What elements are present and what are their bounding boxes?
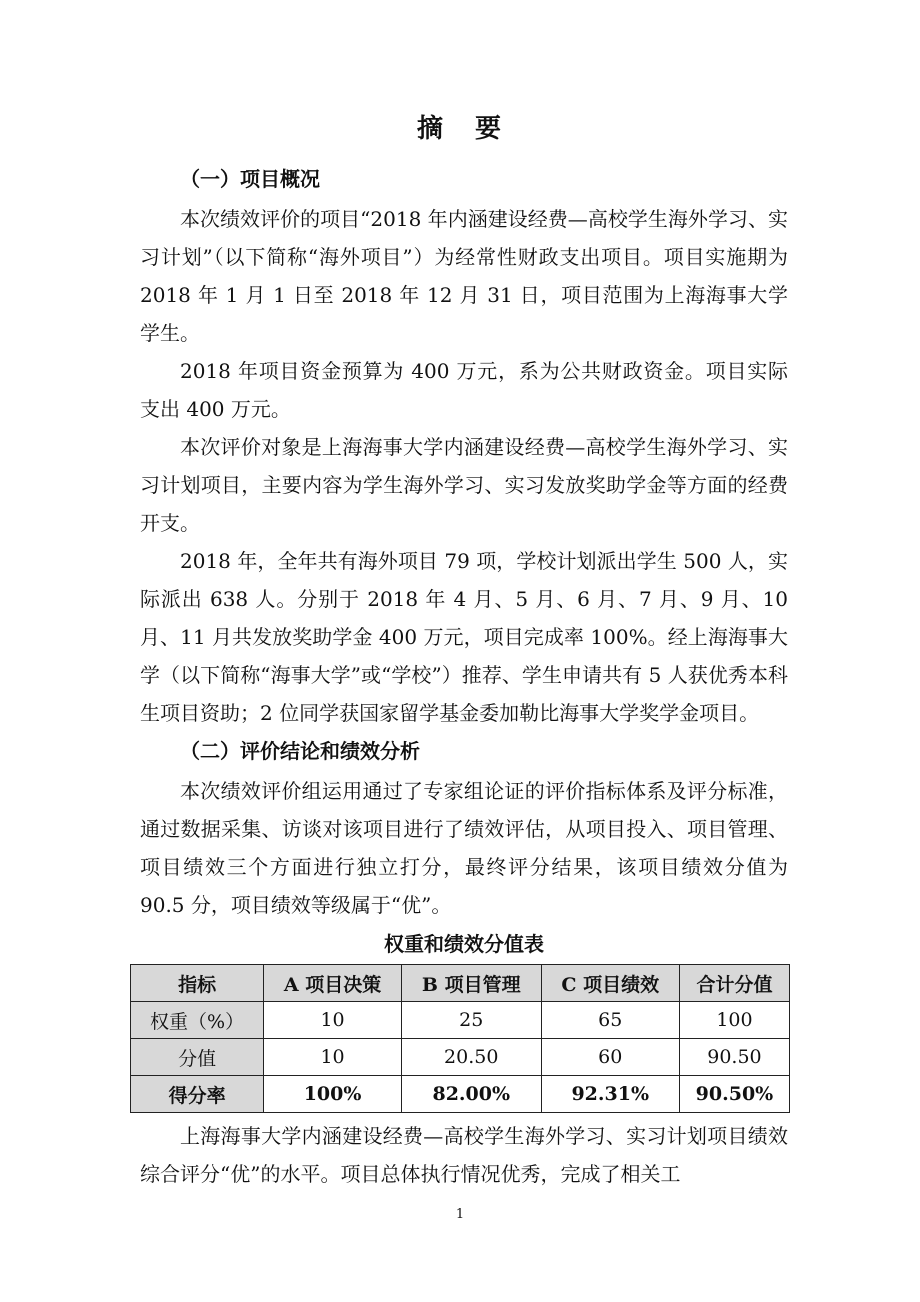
table-caption: 权重和绩效分值表 <box>384 932 544 956</box>
table-cell: 100 <box>679 1002 789 1039</box>
paragraph: 本次绩效评价的项目“2018 年内涵建设经费—高校学生海外学习、实习计划”（以下简称“海外项目”）为经常性财政支出项目。项目实施期为 2018 年 1 月 1 日至 2018 年 12 月 31 日，项目范围为上海海事大学学生。 <box>140 207 788 345</box>
table-cell: 10 <box>264 1039 402 1076</box>
paragraph: 本次绩效评价组运用通过了专家组论证的评价指标体系及评分标准，通过数据采集、访谈对该项目进行了绩效评估，从项目投入、项目管理、项目绩效三个方面进行独立打分，最终评分结果，该项目绩效分值为 90.5 分，项目绩效等级属于“优”。 <box>140 779 788 917</box>
table-cell: 60 <box>541 1039 679 1076</box>
paragraph: 2018 年项目资金预算为 400 万元，系为公共财政资金。项目实际支出 400 万元。 <box>140 359 788 421</box>
title-char-1: 摘 <box>416 114 445 144</box>
table-cell: 90.50 <box>679 1039 789 1076</box>
table-header-row <box>131 965 790 1002</box>
section-heading-conclusion: （二）评价结论和绩效分析 <box>180 739 420 763</box>
table-cell: 20.50 <box>401 1039 541 1076</box>
score-table <box>130 964 790 1113</box>
table-cell: 25 <box>401 1002 541 1039</box>
table-cell: 10 <box>264 1002 402 1039</box>
table-row <box>131 1039 790 1076</box>
table-header-cell: A 项目决策 <box>264 965 402 1002</box>
table-header-cell: B 项目管理 <box>401 965 541 1002</box>
table-cell: 100% <box>264 1076 402 1113</box>
document-body <box>140 160 788 1193</box>
table-cell: 90.50% <box>679 1076 789 1113</box>
table-cell: 65 <box>541 1002 679 1039</box>
section-heading-overview: （一）项目概况 <box>180 167 320 191</box>
table-header-cell: 合计分值 <box>679 965 789 1002</box>
page-number: 1 <box>455 1207 465 1222</box>
table-row <box>131 1002 790 1039</box>
paragraph: 上海海事大学内涵建设经费—高校学生海外学习、实习计划项目绩效综合评分“优”的水平。项目总体执行情况优秀，完成了相关工 <box>140 1124 788 1186</box>
page-title <box>0 108 920 145</box>
table-row <box>131 1076 790 1113</box>
table-header-cell: 指标 <box>131 965 264 1002</box>
table-row-label: 分值 <box>131 1039 264 1076</box>
table-header-cell: C 项目绩效 <box>541 965 679 1002</box>
table-cell: 92.31% <box>541 1076 679 1113</box>
table-row-label: 得分率 <box>131 1076 264 1113</box>
table-row-label: 权重（%） <box>131 1002 264 1039</box>
table-cell: 82.00% <box>401 1076 541 1113</box>
paragraph: 本次评价对象是上海海事大学内涵建设经费—高校学生海外学习、实习计划项目，主要内容为学生海外学习、实习发放奖助学金等方面的经费开支。 <box>140 435 788 535</box>
title-char-2: 要 <box>475 114 504 144</box>
paragraph: 2018 年，全年共有海外项目 79 项，学校计划派出学生 500 人，实际派出 638 人。分别于 2018 年 4 月、5 月、6 月、7 月、9 月、10 月、11 月共发放奖助学金 400 万元，项目完成率 100%。经上海海事大学（以下简称“海事大学”或“学校”）推荐、学生申请共有 5 人获优秀本科生项目资助；2 位同学获国家留学基金委加勒比海事大学奖学金项目。 <box>140 549 788 725</box>
